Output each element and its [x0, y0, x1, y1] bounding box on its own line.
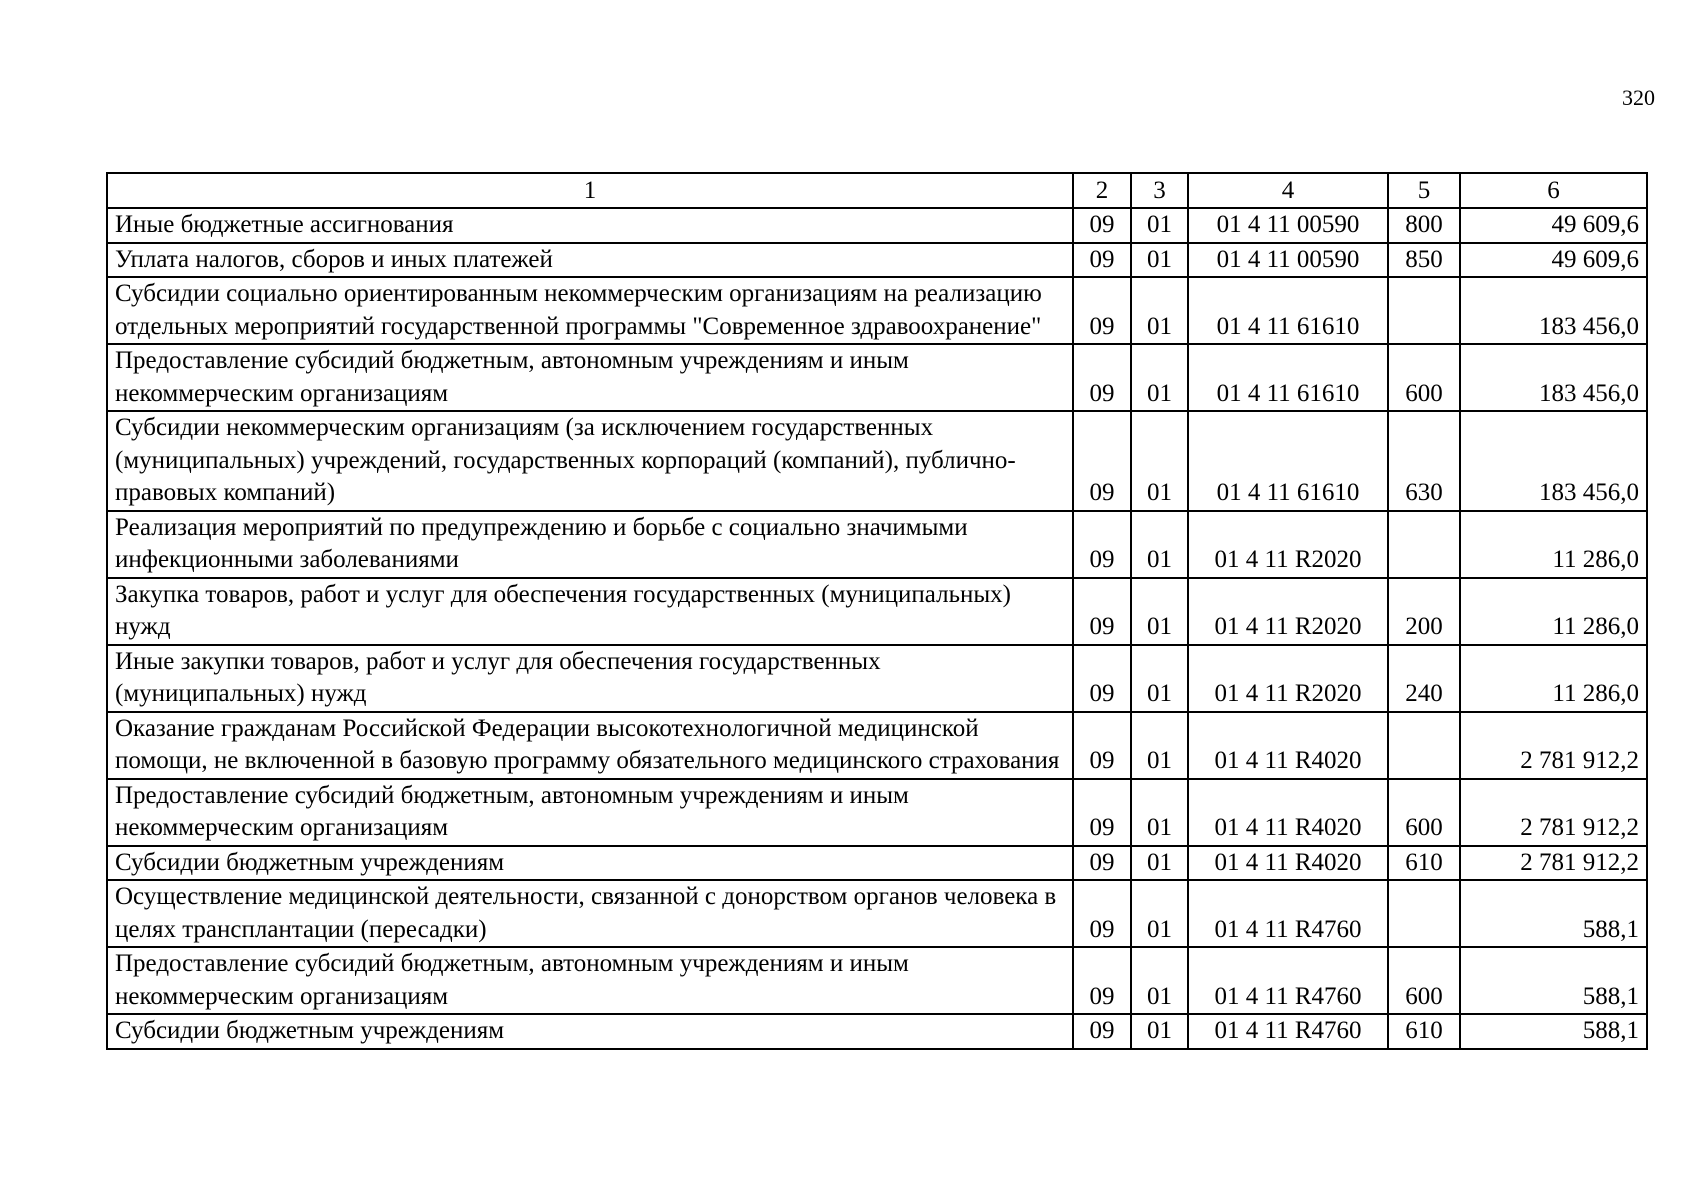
row-target-article: 01 4 11 R4020: [1188, 846, 1388, 881]
row-subsection: 01: [1131, 1014, 1188, 1049]
row-name: Уплата налогов, сборов и иных платежей: [107, 243, 1073, 278]
row-expense-type: 600: [1388, 344, 1460, 411]
row-name: Субсидии социально ориентированным некоммерческим организациям на реализацию отдельных мероприятий государственной программы "Современное здравоохранение": [107, 277, 1073, 344]
row-section: 09: [1073, 277, 1131, 344]
table-row: [107, 243, 1647, 278]
row-section: 09: [1073, 947, 1131, 1014]
row-target-article: 01 4 11 R4760: [1188, 880, 1388, 947]
row-target-article: 01 4 11 R4760: [1188, 947, 1388, 1014]
row-subsection: 01: [1131, 208, 1188, 243]
table-row: [107, 511, 1647, 578]
table-row: [107, 712, 1647, 779]
row-subsection: 01: [1131, 947, 1188, 1014]
table-row: [107, 880, 1647, 947]
table-row: [107, 411, 1647, 511]
table-row: [107, 846, 1647, 881]
row-subsection: 01: [1131, 645, 1188, 712]
row-section: 09: [1073, 712, 1131, 779]
table-row: [107, 779, 1647, 846]
row-expense-type: [1388, 712, 1460, 779]
table-row: [107, 645, 1647, 712]
row-amount: 183 456,0: [1460, 344, 1647, 411]
row-section: 09: [1073, 846, 1131, 881]
row-amount: 183 456,0: [1460, 411, 1647, 511]
row-expense-type: 850: [1388, 243, 1460, 278]
row-subsection: 01: [1131, 277, 1188, 344]
table-row: [107, 277, 1647, 344]
row-target-article: 01 4 11 61610: [1188, 277, 1388, 344]
row-amount: 2 781 912,2: [1460, 779, 1647, 846]
row-expense-type: 630: [1388, 411, 1460, 511]
header-row: [107, 173, 1647, 208]
row-expense-type: 800: [1388, 208, 1460, 243]
row-target-article: 01 4 11 R4020: [1188, 712, 1388, 779]
row-expense-type: [1388, 511, 1460, 578]
header-cell-6: 6: [1460, 173, 1647, 208]
row-expense-type: 240: [1388, 645, 1460, 712]
row-subsection: 01: [1131, 712, 1188, 779]
row-section: 09: [1073, 411, 1131, 511]
row-expense-type: [1388, 880, 1460, 947]
row-name: Реализация мероприятий по предупреждению и борьбе с социально значимыми инфекционными заболеваниями: [107, 511, 1073, 578]
row-section: 09: [1073, 208, 1131, 243]
table-row: [107, 1014, 1647, 1049]
row-name: Предоставление субсидий бюджетным, автономным учреждениям и иным некоммерческим организациям: [107, 947, 1073, 1014]
row-name: Предоставление субсидий бюджетным, автономным учреждениям и иным некоммерческим организациям: [107, 779, 1073, 846]
row-name: Иные бюджетные ассигнования: [107, 208, 1073, 243]
row-subsection: 01: [1131, 344, 1188, 411]
row-amount: 49 609,6: [1460, 208, 1647, 243]
row-section: 09: [1073, 645, 1131, 712]
row-name: Субсидии бюджетным учреждениям: [107, 1014, 1073, 1049]
page-number: 320: [1622, 85, 1655, 110]
row-subsection: 01: [1131, 846, 1188, 881]
row-section: 09: [1073, 243, 1131, 278]
row-subsection: 01: [1131, 243, 1188, 278]
row-amount: 11 286,0: [1460, 511, 1647, 578]
row-target-article: 01 4 11 00590: [1188, 208, 1388, 243]
row-amount: 11 286,0: [1460, 578, 1647, 645]
row-amount: 11 286,0: [1460, 645, 1647, 712]
table-row: [107, 208, 1647, 243]
row-section: 09: [1073, 880, 1131, 947]
row-expense-type: 600: [1388, 779, 1460, 846]
header-cell-5: 5: [1388, 173, 1460, 208]
row-target-article: 01 4 11 61610: [1188, 344, 1388, 411]
row-expense-type: [1388, 277, 1460, 344]
row-target-article: 01 4 11 R4020: [1188, 779, 1388, 846]
row-target-article: 01 4 11 61610: [1188, 411, 1388, 511]
header-cell-3: 3: [1131, 173, 1188, 208]
row-expense-type: 600: [1388, 947, 1460, 1014]
budget-table: [106, 172, 1648, 1050]
table-row: [107, 947, 1647, 1014]
row-subsection: 01: [1131, 779, 1188, 846]
row-target-article: 01 4 11 R2020: [1188, 645, 1388, 712]
row-subsection: 01: [1131, 880, 1188, 947]
row-subsection: 01: [1131, 578, 1188, 645]
row-section: 09: [1073, 511, 1131, 578]
row-name: Закупка товаров, работ и услуг для обеспечения государственных (муниципальных) нужд: [107, 578, 1073, 645]
row-name: Субсидии бюджетным учреждениям: [107, 846, 1073, 881]
row-subsection: 01: [1131, 511, 1188, 578]
row-target-article: 01 4 11 00590: [1188, 243, 1388, 278]
row-subsection: 01: [1131, 411, 1188, 511]
row-section: 09: [1073, 344, 1131, 411]
row-name: Осуществление медицинской деятельности, связанной с донорством органов человека в целях трансплантации (пересадки): [107, 880, 1073, 947]
row-amount: 183 456,0: [1460, 277, 1647, 344]
row-section: 09: [1073, 1014, 1131, 1049]
table-row: [107, 578, 1647, 645]
table-row: [107, 344, 1647, 411]
row-amount: 588,1: [1460, 947, 1647, 1014]
row-expense-type: 610: [1388, 846, 1460, 881]
row-name: Иные закупки товаров, работ и услуг для обеспечения государственных (муниципальных) нужд: [107, 645, 1073, 712]
row-amount: 2 781 912,2: [1460, 846, 1647, 881]
row-amount: 588,1: [1460, 1014, 1647, 1049]
row-target-article: 01 4 11 R4760: [1188, 1014, 1388, 1049]
row-name: Предоставление субсидий бюджетным, автономным учреждениям и иным некоммерческим организациям: [107, 344, 1073, 411]
row-expense-type: 200: [1388, 578, 1460, 645]
row-target-article: 01 4 11 R2020: [1188, 511, 1388, 578]
header-cell-2: 2: [1073, 173, 1131, 208]
row-target-article: 01 4 11 R2020: [1188, 578, 1388, 645]
row-expense-type: 610: [1388, 1014, 1460, 1049]
row-section: 09: [1073, 578, 1131, 645]
row-section: 09: [1073, 779, 1131, 846]
header-cell-4: 4: [1188, 173, 1388, 208]
row-name: Субсидии некоммерческим организациям (за исключением государственных (муниципальных) учреждений, государственных корпораций (компаний), публично-правовых компаний): [107, 411, 1073, 511]
row-name: Оказание гражданам Российской Федерации высокотехнологичной медицинской помощи, не включенной в базовую программу обязательного медицинского страхования: [107, 712, 1073, 779]
row-amount: 588,1: [1460, 880, 1647, 947]
row-amount: 2 781 912,2: [1460, 712, 1647, 779]
row-amount: 49 609,6: [1460, 243, 1647, 278]
header-cell-1: 1: [107, 173, 1073, 208]
